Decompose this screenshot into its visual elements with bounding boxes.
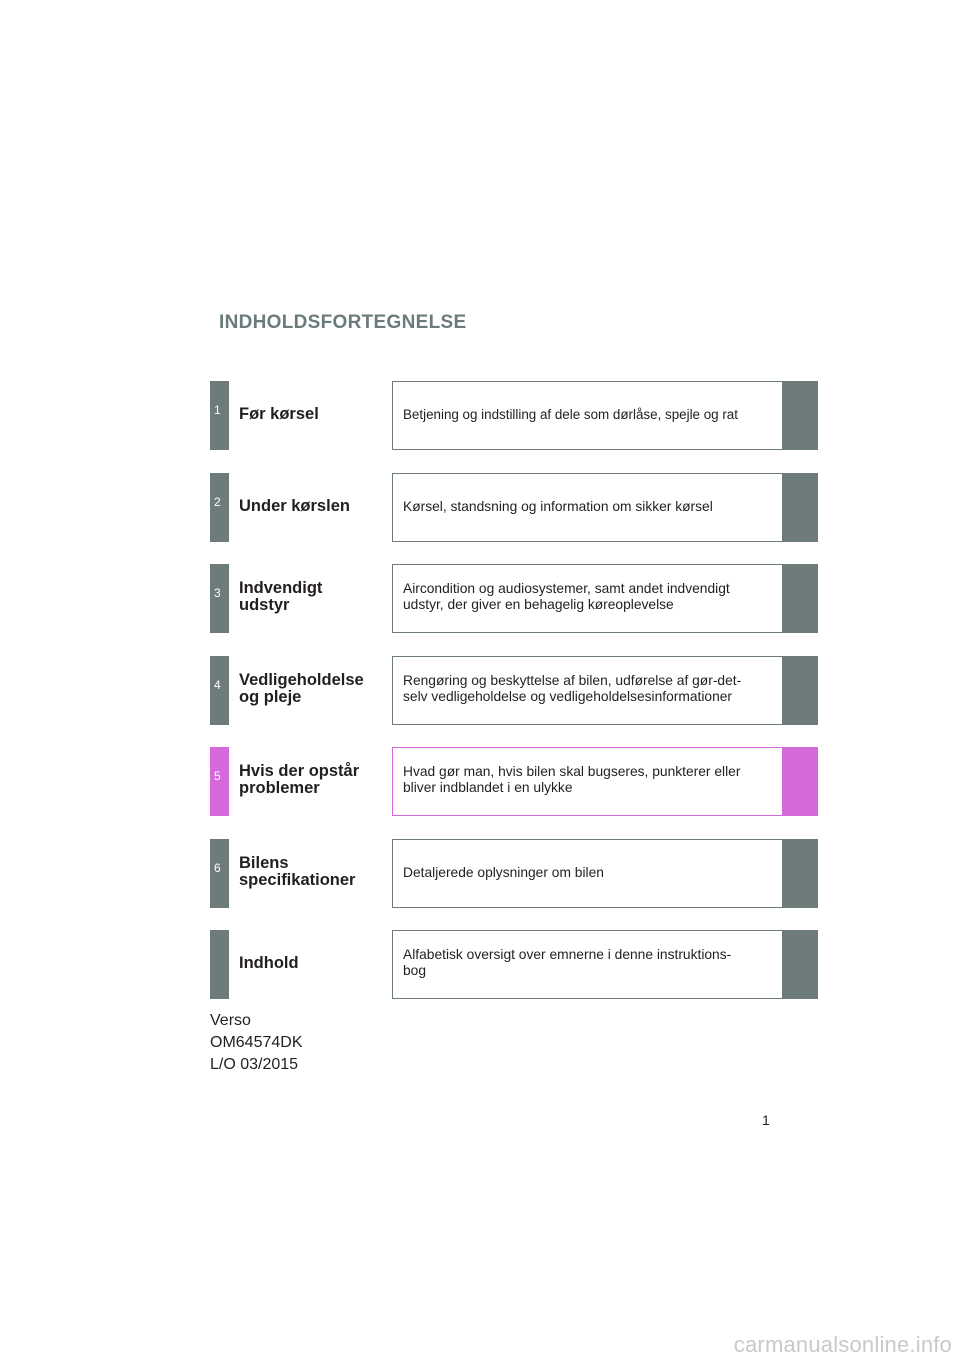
section-description-box xyxy=(392,656,784,725)
section-heading-line: udstyr xyxy=(239,596,290,614)
section-color-bar xyxy=(782,839,818,908)
section-number: 5 xyxy=(214,769,221,783)
section-description-line: Kørsel, standsning og information om sikker kørsel xyxy=(403,499,713,514)
section-color-bar xyxy=(782,564,818,633)
section-description-line: Aircondition og audiosystemer, samt andet indvendigt xyxy=(403,581,730,596)
section-tab xyxy=(210,656,229,725)
section-number: 1 xyxy=(214,403,221,417)
toc-entry-2[interactable] xyxy=(210,473,818,542)
section-heading[interactable] xyxy=(239,406,389,423)
section-description-line: udstyr, der giver en behagelig køreoplevelse xyxy=(403,597,674,612)
section-color-bar xyxy=(782,381,818,450)
section-tab xyxy=(210,473,229,542)
toc-entry-4[interactable] xyxy=(210,656,818,725)
vehicle-model: Verso xyxy=(210,1012,251,1029)
section-heading-line: specifikationer xyxy=(239,871,356,889)
section-tab xyxy=(210,930,229,999)
toc-entry-3[interactable] xyxy=(210,564,818,633)
section-number: 6 xyxy=(214,861,221,875)
section-description-line: Alfabetisk oversigt over emnerne i denne instruktions- xyxy=(403,947,732,962)
section-heading[interactable] xyxy=(239,955,389,972)
section-description-line: bliver indblandet i en ulykke xyxy=(403,780,573,795)
manual-code: OM64574DK xyxy=(210,1034,303,1051)
section-description-box xyxy=(392,839,784,908)
section-description-line: Rengøring og beskyttelse af bilen, udførelse af gør-det- xyxy=(403,673,742,688)
section-heading-line: problemer xyxy=(239,779,320,797)
section-description-box xyxy=(392,747,784,816)
section-description-box xyxy=(392,473,784,542)
section-description-box xyxy=(392,930,784,999)
section-heading-line: og pleje xyxy=(239,688,302,706)
toc-entry-6[interactable] xyxy=(210,839,818,908)
section-description-line: selv vedligeholdelse og vedligeholdelsesinformationer xyxy=(403,689,733,704)
section-description-box xyxy=(392,564,784,633)
section-number: 4 xyxy=(214,678,221,692)
section-description-line: Hvad gør man, hvis bilen skal bugseres, punkterer eller xyxy=(403,764,741,779)
section-number: 2 xyxy=(214,495,221,509)
section-number: 3 xyxy=(214,586,221,600)
section-description-box xyxy=(392,381,784,450)
section-heading-line: Indhold xyxy=(239,954,299,972)
section-tab xyxy=(210,747,229,816)
section-tab xyxy=(210,381,229,450)
section-tab xyxy=(210,564,229,633)
section-color-bar xyxy=(782,747,818,816)
section-heading[interactable] xyxy=(239,672,389,706)
page-number: 1 xyxy=(762,1112,770,1128)
section-heading-line: Før kørsel xyxy=(239,405,319,423)
section-color-bar xyxy=(782,930,818,999)
section-heading-line: Bilens xyxy=(239,854,289,872)
section-description-line: bog xyxy=(403,963,427,978)
section-color-bar xyxy=(782,656,818,725)
toc-entry-1[interactable] xyxy=(210,381,818,450)
section-heading-line: Hvis der opstår xyxy=(239,762,360,780)
section-heading[interactable] xyxy=(239,580,389,614)
section-description-line: Detaljerede oplysninger om bilen xyxy=(403,865,604,880)
print-date: L/O 03/2015 xyxy=(210,1056,299,1073)
toc-entry-5[interactable] xyxy=(210,747,818,816)
section-heading-line: Under kørslen xyxy=(239,497,350,515)
section-tab xyxy=(210,839,229,908)
section-heading[interactable] xyxy=(239,498,389,515)
section-heading[interactable] xyxy=(239,855,389,889)
page-title: INDHOLDSFORTEGNELSE xyxy=(219,312,467,333)
section-color-bar xyxy=(782,473,818,542)
watermark: carmanualsonline.info xyxy=(733,1332,952,1357)
section-description-line: Betjening og indstilling af dele som dørlåse, spejle og rat xyxy=(403,407,738,422)
section-heading[interactable] xyxy=(239,763,389,797)
section-heading-line: Indvendigt xyxy=(239,579,323,597)
toc-entry-index[interactable] xyxy=(210,930,818,999)
section-heading-line: Vedligeholdelse xyxy=(239,671,364,689)
